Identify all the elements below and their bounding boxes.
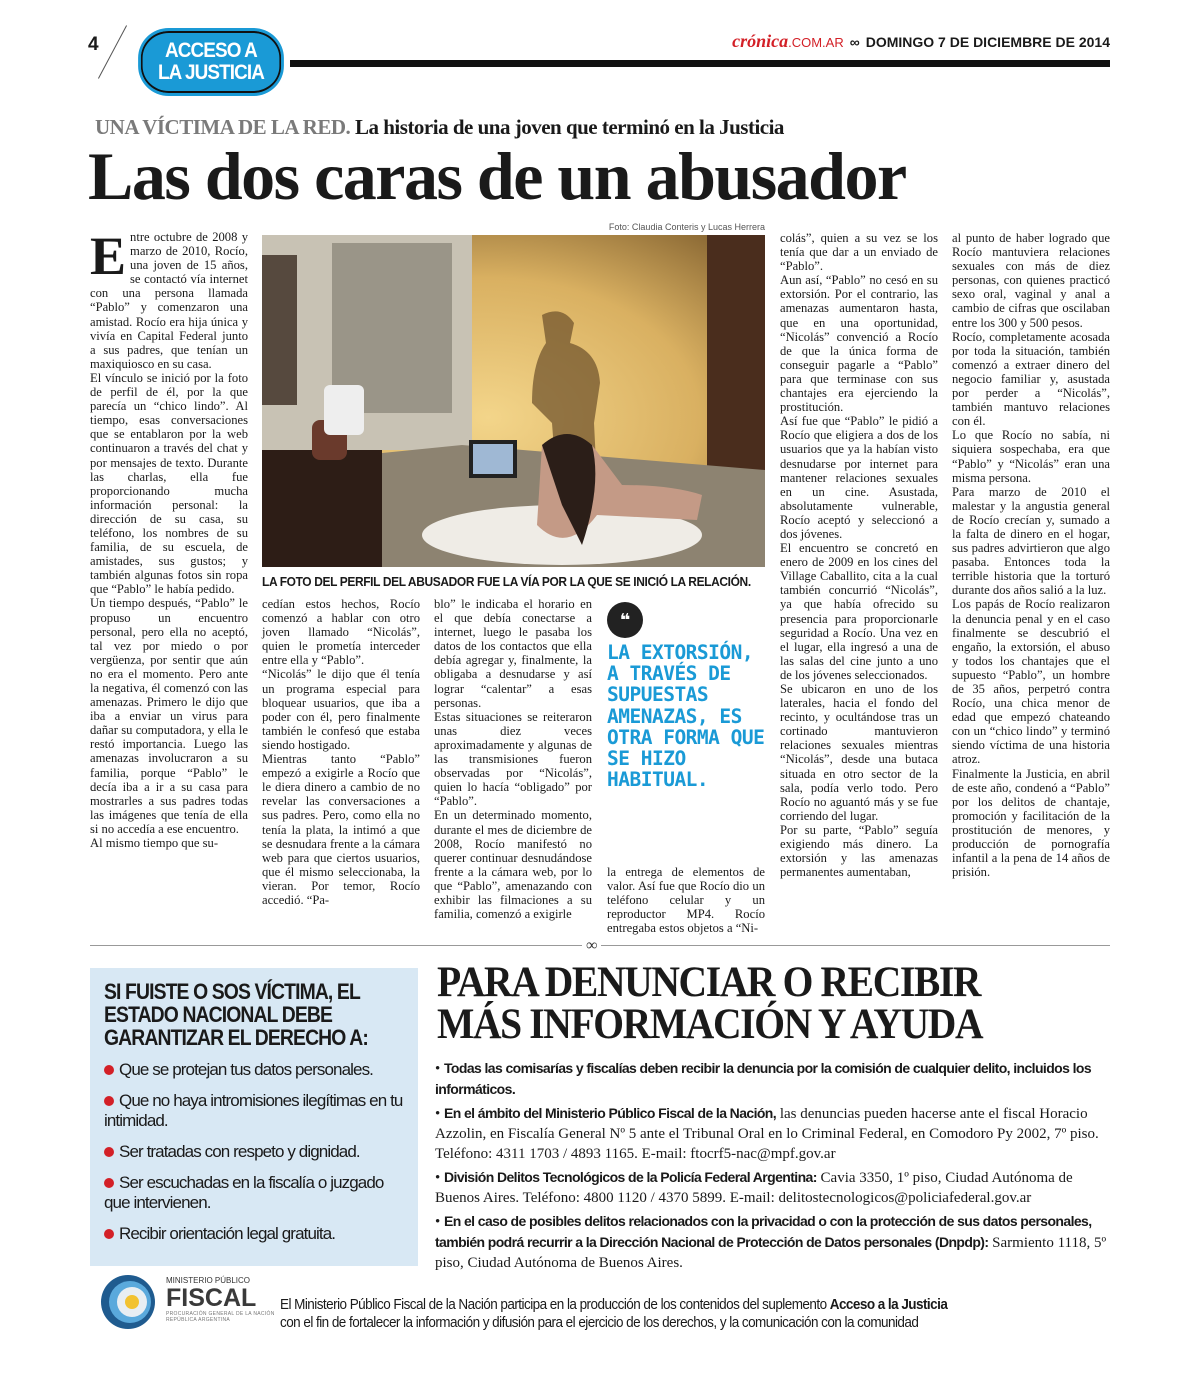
drop-cap: E xyxy=(90,226,127,286)
logo-line: MINISTERIO PÚBLICO xyxy=(166,1276,251,1285)
paragraph: Los papás de Rocío realizaron la denuncia penal y en el caso finalmente se descubrió el engaño, la extorsión, el abuso y todos los chantajes que el supuesto “Pablo”, un hombre de 35 años, perpetró contra Rocío, una chica menor de edad que empezó chateando con un “chico lindo” y terminó siendo víctima de una historia atroz. xyxy=(952,597,1110,767)
paragraph: Aun así, “Pablo” no cesó en su extorsión. Por el contrario, las amenazas aumentaron hasta, que en una oportunidad, “Nicolás” convenció a Rocío de que la única forma de conseguir pagarle a “Pablo” para que terminase con sus chantajes era ejerciendo la prostitución. xyxy=(780,273,938,415)
rights-item xyxy=(104,1142,404,1162)
divider-slash xyxy=(98,25,127,78)
help-item-bold: En el caso de posibles delitos relacionados con la privacidad o con la protección de sus datos personales, también podrá recurrir a la Dirección Nacional de Protección de Datos personales (Dnpdp): xyxy=(435,1213,1092,1250)
help-item: • Todas las comisarías y fiscalías deben recibir la denuncia por la comisión de cualquier delito, incluidos los informáticos. xyxy=(435,1060,1092,1097)
speech-bubbles-icon: ❝ xyxy=(607,602,643,638)
rights-item xyxy=(104,1224,404,1244)
paragraph: la entrega de elementos de valor. Así fue que Rocío dio un teléfono celular y un reproductor MP4. Rocío entregaba estos objetos a “Ni- xyxy=(607,865,765,936)
paragraph: colás”, quien a su vez se los tenía que dar a un enviado de “Pablo”. xyxy=(780,231,938,274)
ministerio-fiscal-logo-icon xyxy=(100,1274,156,1330)
footer-text-line: con el fin de fortalecer la información y difusión para el ejercicio de los derechos, y la comunicación con la comunidad xyxy=(280,1314,919,1331)
paragraph: Estas situaciones se reiteraron unas diez veces aproximadamente y algunas de las transmisiones fueron observadas por “Nicolás”, quien lo hacía “obligado” por “Pablo”. xyxy=(434,709,592,809)
help-item-text: las denuncias pueden hacerse ante el fiscal Horacio Azzolin, en Fiscalía General Nº 5 ante el Tribunal Oral en lo Criminal Federal, en Comodoro Py 2002, 7º piso. Teléfono: 4311 1703 / 4893 1165. E-mail: ftocrf5-nac@mpf.gov.ar xyxy=(435,1106,1099,1162)
headline: Las dos caras de un abusador xyxy=(88,138,906,214)
article-photo xyxy=(262,235,765,567)
rights-box xyxy=(90,968,418,1266)
paragraph: Lo que Rocío no sabía, ni siquiera sospechaba, era que “Pablo” y “Nicolás” eran una misma persona. xyxy=(952,428,1110,485)
paragraph: Para marzo de 2010 el malestar y la angustia general de Rocío crecían y, sumado a la falta de dinero en el hogar, sus padres advirtieron que algo pasaba. Entonces toda la terrible historia que la torturó durante dos años salió a la luz. xyxy=(952,484,1110,598)
bullet-icon xyxy=(104,1178,114,1188)
help-item: • En el caso de posibles delitos relacionados con la privacidad o con la protección de sus datos personales, también podrá recurrir a la Dirección Nacional de Protección de Datos personales (Dnpdp): Sarmiento 1118, 5º piso, Ciudad Autónoma de Buenos Aires. xyxy=(435,1213,1107,1271)
bullet-icon xyxy=(104,1229,114,1239)
help-item-text: Sarmiento 1118, 5º piso, Ciudad Autónoma de Buenos Aires. xyxy=(435,1235,1107,1271)
rights-title: SI FUISTE O SOS VÍCTIMA, EL ESTADO NACIONAL DEBE GARANTIZAR EL DERECHO A: xyxy=(104,979,368,1050)
paragraph: Se ubicaron en uno de los laterales, hacia el fondo del recinto, y ocultándose tras un cortinado mantuvieron relaciones sexuales mientras “Nicolás”, desde una butaca situada en otro sector de la sala, podía verlo todo. Pero Rocío no aguantó más y se fue corriendo del lugar. xyxy=(780,682,938,823)
logo-line: PROCURACIÓN GENERAL DE LA NACIÓN xyxy=(166,1311,275,1317)
paragraph: Finalmente la Justicia, en abril de este año, condenó a “Pablo” por los delitos de chantaje, promoción y facilitación de la prostitución de menores, y producción de pornografía infantil a la pena de 14 años de prisión. xyxy=(952,766,1110,880)
article-column-2 xyxy=(262,597,420,907)
help-item: • En el ámbito del Ministerio Público Fiscal de la Nación, las denuncias pueden hacerse ante el fiscal Horacio Azzolin, en Fiscalía General Nº 5 ante el Tribunal Oral en lo Criminal Federal, en Comodoro Py 2002, 7º piso. Teléfono: 4311 1703 / 4893 1165. E-mail: ftocrf5-nac@mpf.gov.ar xyxy=(435,1105,1099,1162)
paragraph: Rocío, completamente acosada por toda la situación, también comenzó a extraer dinero del negocio familiar y, asustada por perder a “Nicolás”, también mantuvo relaciones con él. xyxy=(952,329,1110,429)
article-column-1 xyxy=(90,226,248,851)
paragraph: cedían estos hechos, Rocío comenzó a hablar con otro joven llamado “Nicolás”, quien le prometía interceder entre ella y “Pablo”. xyxy=(262,597,420,668)
rights-item-text: Recibir orientación legal gratuita. xyxy=(119,1224,336,1243)
help-title-line: MÁS INFORMACIÓN Y AYUDA xyxy=(437,1001,983,1048)
logo-line: FISCAL xyxy=(166,1284,257,1312)
pull-quote: LA EXTORSIÓN, A TRAVÉS DE SUPUESTAS AMENAZAS, ES OTRA FORMA QUE SE HIZO HABITUAL. xyxy=(607,641,765,792)
header-rule xyxy=(290,60,1110,67)
issue-date: DOMINGO 7 DE DICIEMBRE DE 2014 xyxy=(865,34,1110,50)
rights-item-text: Que se protejan tus datos personales. xyxy=(119,1060,373,1079)
paragraph: Así fue que “Pablo” le pidió a Rocío que eligiera a dos de los usuarios que ya la habían visto desnudarse por internet para mantener relaciones sexuales en un cine. Asustada, absolutamente vulnerable, Rocío aceptó y seleccionó a dos jóvenes. xyxy=(780,414,938,541)
help-item: • División Delitos Tecnológicos de la Policía Federal Argentina: Cavia 3350, 1º piso, Ciudad Autónoma de Buenos Aires. Teléfono: 4800 1120 / 4370 5899. E-mail: delitostecnologicos@policiafederal.gov.ar xyxy=(435,1169,1073,1206)
logo-line: REPÚBLICA ARGENTINA xyxy=(166,1317,231,1323)
ornament-icon: ∞ xyxy=(582,937,601,955)
help-item-bold: Todas las comisarías y fiscalías deben recibir la denuncia por la comisión de cualquier delito, incluidos los informáticos. xyxy=(435,1060,1092,1097)
brand-domain: .COM.AR xyxy=(788,35,844,50)
footer-text xyxy=(280,1296,1072,1332)
footer-text-bold: Acceso a la Justicia xyxy=(829,1296,948,1313)
paragraph: El encuentro se concretó en enero de 2009 en los cines del Village Caballito, cita a la cual también concurrió “Nicolás”, ya que había ofrecido su presencia para proporcionarle seguridad a Rocío. Una vez en el lugar, ella ingresó a una de las salas del cine junto a uno de los jóvenes seleccionados. xyxy=(780,541,938,682)
paragraph: “Nicolás” le dijo que él tenía un programa especial para bloquear usuarios, que iba a poder con él, pero finalmente también le confesó que estaba siendo hostigado. xyxy=(262,667,420,752)
page-number: 4 xyxy=(88,34,99,55)
article-column-3b xyxy=(607,865,765,935)
section-badge-line: ACCESO A xyxy=(165,39,257,62)
article-column-4 xyxy=(780,231,938,879)
article-column-5 xyxy=(952,231,1110,879)
help-item-bold: División Delitos Tecnológicos de la Policía Federal Argentina: xyxy=(444,1169,817,1185)
help-list xyxy=(435,1058,1110,1276)
rights-item xyxy=(104,1091,404,1131)
rights-item-text: Que no haya intromisiones ilegítimas en tu intimidad. xyxy=(104,1091,403,1130)
footer-text-line: El Ministerio Público Fiscal de la Nación participa en la producción de los contenidos del suplemento xyxy=(280,1296,830,1313)
paragraph: Un tiempo después, “Pablo” le propuso un encuentro personal, pero ella no aceptó, tal vez por miedo o por vergüenza, por sentir que aún no era el momento. Pero ante la negativa, él comenzó con las amenazas. Primero le dijo que iba a enviar un virus para dañar su computadora, y ella le restó importancia. Luego las amenazas involucraron a su familia, porque “Pablo” le decía iba a ir a su casa para mostrarles a sus padres todas las imágenes que tenía de ella si no accedía a ese encuentro. xyxy=(90,596,248,836)
article-column-3 xyxy=(434,597,592,921)
help-item-text: Cavia 3350, 1º piso, Ciudad Autónoma de Buenos Aires. Teléfono: 4800 1120 / 4370 5899. E-mail: delitostecnologicos@policiafederal.gov.ar xyxy=(435,1170,1073,1206)
help-title-line: PARA DENUNCIAR O RECIBIR xyxy=(437,959,981,1006)
section-badge xyxy=(138,28,284,96)
brand-logo: crónica xyxy=(732,31,789,51)
infinity-icon: ∞ xyxy=(849,34,860,50)
rights-item xyxy=(104,1173,404,1213)
kicker-text: La historia de una joven que terminó en la Justicia xyxy=(355,115,784,139)
photo-caption: LA FOTO DEL PERFIL DEL ABUSADOR FUE LA VÍA POR LA QUE SE INICIÓ LA RELACIÓN. xyxy=(262,574,751,589)
masthead xyxy=(732,31,1110,52)
paragraph: blo” le indicaba el horario en el que debía conectarse a internet, luego le pasaba los datos de los contactos que ella debía agregar y, finalmente, la obligaba a desnudarse y así lograr “calentar” a esas personas. xyxy=(434,597,592,710)
kicker-lead: UNA VÍCTIMA DE LA RED. xyxy=(95,115,351,139)
bullet-icon xyxy=(104,1065,114,1075)
paragraph: ntre octubre de 2008 y marzo de 2010, Rocío, una joven de 15 años, se contactó vía internet con una persona llamada “Pablo” y comenzaron una amistad. Rocío era hija única y vivía en Capital Federal junto a sus padres, que tenían un maxiquiosco en su casa. xyxy=(90,230,248,371)
kicker xyxy=(95,115,784,140)
help-title xyxy=(437,959,1081,1048)
rights-item-text: Ser tratadas con respeto y dignidad. xyxy=(119,1142,360,1161)
photo-credit: Foto: Claudia Conteris y Lucas Herrera xyxy=(608,222,765,232)
paragraph: Mientras tanto “Pablo” empezó a exigirle a Rocío que le diera dinero a cambio de no revelar las conversaciones a sus padres. Pero, como ella no tenía la plata, la intimó a que se desnudara frente a la cámara web para que ciertos usuarios, que él mismo seleccionaba, la vieran. Por temor, Rocío accedió. “Pa- xyxy=(262,752,420,907)
paragraph: En un determinado momento, durante el mes de diciembre de 2008, Rocío manifestó no querer continuar desnudándose frente a la cámara web, por lo que “Pablo”, amenazando con exhibir las filmaciones a su familia, comenzó a exigirle xyxy=(434,808,592,922)
help-item-bold: En el ámbito del Ministerio Público Fiscal de la Nación, xyxy=(444,1105,777,1121)
bullet-icon xyxy=(104,1147,114,1157)
paragraph: Por su parte, “Pablo” seguía exigiendo más dinero. La extorsión y las amenazas permanentes aumentaban, xyxy=(780,822,938,880)
section-badge-line: LA JUSTICIA xyxy=(158,61,264,84)
bullet-icon xyxy=(104,1096,114,1106)
paragraph: El vínculo se inició por la foto de perfil de él, por la que parecía un “chico lindo”. Al tiempo, esas conversaciones que se entablaron por la web continuaron a través del chat y por mensajes de texto. Durante las charlas, ella fue proporcionando mucha información personal: la dirección de su casa, su teléfono, los nombres de su familia, de su escuela, de amistades, sus gustos; y también algunas fotos sin ropa que “Pablo” le había pedido. xyxy=(90,370,248,597)
paragraph: Al mismo tiempo que su- xyxy=(90,836,219,851)
rights-item xyxy=(104,1060,404,1080)
paragraph: al punto de haber logrado que Rocío mantuviera relaciones sexuales con más de diez personas, con quienes practicó sexo oral, vaginal y anal a cambio de cifras que oscilaban entre los 300 y 500 pesos. xyxy=(952,231,1110,330)
rights-item-text: Ser escuchadas en la fiscalía o juzgado que intervienen. xyxy=(104,1173,384,1212)
logo-text xyxy=(166,1276,275,1323)
